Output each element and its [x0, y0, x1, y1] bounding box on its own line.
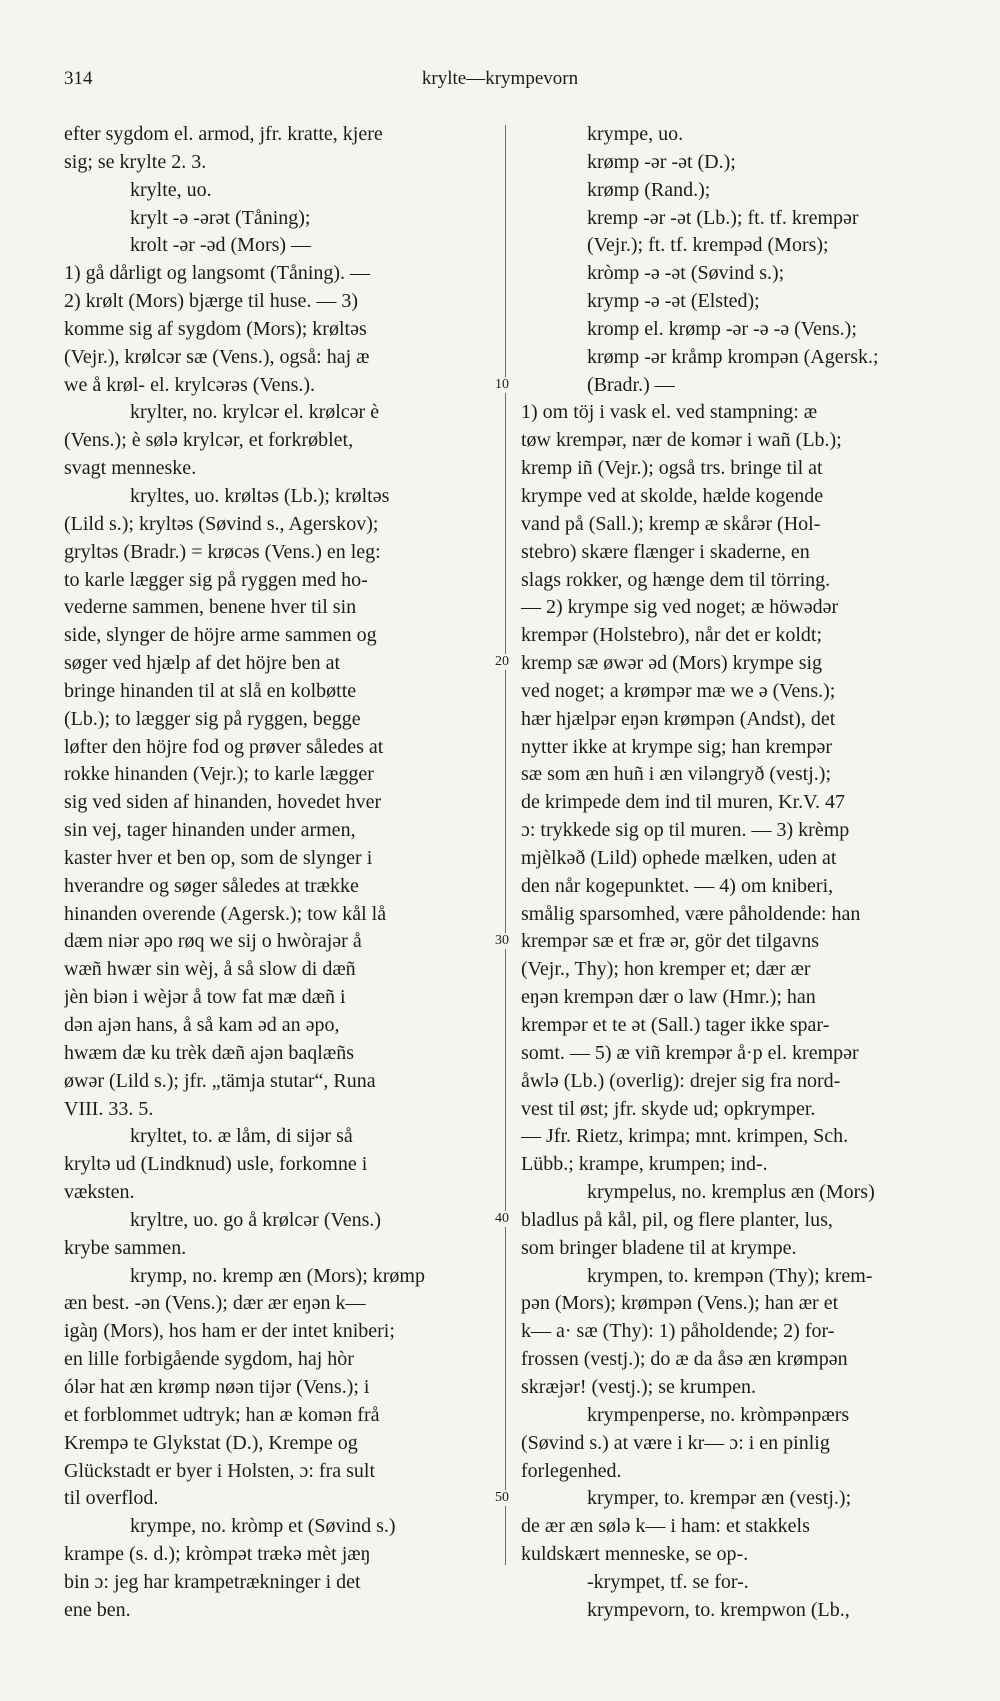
- text-line: bladlus på kål, pil, og flere planter, lus,: [521, 1208, 833, 1231]
- running-head: krylte—krympevorn: [421, 68, 579, 89]
- page-number: 314: [64, 68, 93, 89]
- text-line: vederne sammen, benene hver til sin: [64, 596, 357, 619]
- text-line: dən ajən hans, å så kam əd an əpo,: [64, 1014, 340, 1036]
- text-line: kryltes, uo. krøltəs (Lb.); krøltəs: [130, 484, 390, 507]
- text-line: pən (Mors); krømpən (Vens.); han ær et: [521, 1292, 839, 1315]
- text-line: krymp, no. kremp æn (Mors); krømp: [130, 1264, 425, 1287]
- text-line: tøw krempər, nær de komər i wañ (Lb.);: [521, 429, 842, 452]
- text-line: krylter, no. krylcər el. krølcər è: [130, 401, 380, 424]
- text-line: den når kogepunktet. — 4) om kniberi,: [521, 874, 834, 897]
- text-line: ene ben.: [64, 1598, 131, 1621]
- text-line: igàŋ (Mors), hos ham er der intet kniberi;: [64, 1320, 395, 1343]
- text-line: krempər sæ et fræ ər, gör det tilgavns: [521, 930, 820, 953]
- text-line: hær hjælpər eŋən krømpən (Andst), det: [521, 707, 836, 730]
- text-line: ved noget; a krømpər mæ we ə (Vens.);: [521, 679, 836, 702]
- text-line: sig ved siden af hinanden, hovedet hver: [64, 791, 382, 814]
- text-line: nytter ikke at krympe sig; han krempər: [521, 735, 833, 758]
- text-line: kaster hver et ben op, som de slynger i: [64, 846, 373, 869]
- text-line: — 2) krympe sig ved noget; æ höwədər: [521, 596, 839, 619]
- right-column: [521, 121, 947, 1625]
- text-line: gryltəs (Bradr.) = krøcəs (Vens.) en leg:: [64, 540, 381, 563]
- text-line: kuldskært menneske, se op-.: [521, 1543, 749, 1566]
- text-line: stebro) skære flænger i skaderne, en: [521, 540, 810, 563]
- text-line: mjèlkəð (Lild) ophede mælken, uden at: [521, 846, 837, 869]
- text-line: vand på (Sall.); kremp æ skårər (Hol-: [521, 512, 821, 535]
- text-line: hwæm dæ ku trèk dæñ ajən baqlæñs: [64, 1041, 354, 1064]
- text-line: krylt -ə -ərət (Tåning);: [130, 206, 311, 229]
- text-line: som bringer bladene til at krympe.: [521, 1236, 797, 1259]
- text-line: forlegenhed.: [521, 1459, 622, 1482]
- text-line: løfter den höjre fod og prøver således at: [64, 735, 384, 758]
- text-line: kryltre, uo. go å krølcər (Vens.): [130, 1208, 382, 1231]
- text-line: sæ som æn huñ i æn viləngryð (vestj.);: [521, 763, 831, 786]
- text-line: en lille forbigående sygdom, haj hòr: [64, 1348, 354, 1371]
- text-line: — Jfr. Rietz, krimpa; mnt. krimpen, Sch.: [521, 1125, 849, 1148]
- line-number: 50: [490, 1490, 514, 1506]
- text-line: åwlə (Lb.) (overlig): drejer sig fra nord-: [521, 1069, 841, 1092]
- text-line: kryltet, to. æ låm, di sijər så: [130, 1125, 353, 1148]
- text-line: wæñ hwær sin wèj, å så slow di dæñ: [64, 958, 356, 981]
- text-line: ɔ: trykkede sig op til muren. — 3) krèmp: [521, 819, 850, 842]
- text-line: æn best. -ən (Vens.); dær ær eŋən k—: [64, 1292, 366, 1315]
- text-line: 1) gå dårligt og langsomt (Tåning). —: [64, 262, 371, 285]
- text-line: rokke hinanden (Vejr.); to karle lægger: [64, 763, 374, 786]
- text-line: somt. — 5) æ viñ krempər å·p el. krempər: [521, 1041, 859, 1064]
- text-line: kremp -ər -ət (Lb.); ft. tf. krempər: [587, 206, 859, 229]
- text-line: ólər hat æn krømp nøən tijər (Vens.); i: [64, 1375, 370, 1398]
- text-line: skræjər! (vestj.); se krumpen.: [521, 1375, 756, 1398]
- text-line: kremp iñ (Vejr.); også trs. bringe til at: [521, 457, 823, 480]
- text-line: bringe hinanden til at slå en kolbøtte: [64, 679, 357, 702]
- text-line: Glückstadt er byer i Holsten, ɔ: fra sult: [64, 1459, 376, 1482]
- text-line: til overflod.: [64, 1487, 159, 1510]
- text-line: krømp (Rand.);: [587, 178, 711, 201]
- text-line: hinanden overende (Agersk.); tow kål lå: [64, 902, 387, 925]
- text-line: smålig sparsomhed, være påholdende: han: [521, 902, 861, 925]
- text-line: (Vens.); è sølə krylcər, et forkrøblet,: [64, 429, 354, 452]
- text-line: (Vejr.); ft. tf. krempəd (Mors);: [587, 234, 829, 257]
- text-line: svagt menneske.: [64, 457, 197, 480]
- text-line: komme sig af sygdom (Mors); krøltəs: [64, 317, 367, 340]
- text-line: krympe ved at skolde, hælde kogende: [521, 484, 824, 507]
- line-number: 10: [490, 377, 514, 393]
- text-line: hverandre og søger således at trække: [64, 874, 359, 897]
- text-line: væksten.: [64, 1181, 135, 1204]
- text-line: de krimpede dem ind til muren, Kr.V. 47: [521, 791, 846, 814]
- text-line: frossen (vestj.); do æ da åsə æn krømpən: [521, 1348, 848, 1371]
- line-number: 40: [490, 1211, 514, 1227]
- line-number: 20: [490, 654, 514, 670]
- text-line: Lübb.; krampe, krumpen; ind-.: [521, 1153, 768, 1176]
- text-line: sin vej, tager hinanden under armen,: [64, 819, 356, 842]
- text-line: to karle lægger sig på ryggen med ho-: [64, 568, 368, 591]
- text-line: sig; se krylte 2. 3.: [64, 150, 207, 173]
- text-line: bin ɔ: jeg har krampetrækninger i det: [64, 1570, 361, 1593]
- text-line: krymp -ə -ət (Elsted);: [587, 290, 760, 313]
- text-line: et forblommet udtryk; han æ komən frå: [64, 1403, 380, 1426]
- text-line: krympe, no. kròmp et (Søvind s.): [130, 1515, 396, 1538]
- text-line: (Vejr., Thy); hon kremper et; dær ær: [521, 958, 811, 981]
- text-line: 1) om töj i vask el. ved stampning: æ: [521, 401, 818, 424]
- text-line: (Søvind s.) at være i kr— ɔ: i en pinlig: [521, 1431, 830, 1454]
- text-line: k— a· sæ (Thy): 1) påholdende; 2) for-: [521, 1320, 835, 1343]
- text-line: slags rokker, og hænge dem til törring.: [521, 568, 831, 591]
- text-line: krylte, uo.: [130, 178, 212, 201]
- text-line: krympelus, no. kremplus æn (Mors): [587, 1181, 875, 1204]
- text-line: krømp -ər -ət (D.);: [587, 150, 736, 173]
- text-line: krympen, to. krempən (Thy); krem-: [587, 1264, 873, 1287]
- text-line: 2) krølt (Mors) bjærge til huse. — 3): [64, 290, 359, 313]
- text-line: krampe (s. d.); kròmpət trækə mèt jæŋ: [64, 1543, 371, 1566]
- text-line: Krempə te Glykstat (D.), Krempe og: [64, 1431, 358, 1454]
- text-line: we å krøl- el. krylcərəs (Vens.).: [64, 373, 316, 396]
- text-line: VIII. 33. 5.: [64, 1097, 154, 1120]
- text-line: krympenperse, no. kròmpənpærs: [587, 1403, 850, 1426]
- text-line: krymper, to. krempər æn (vestj.);: [587, 1487, 852, 1510]
- text-line: jèn biən i wèjər å tow fat mæ dæñ i: [64, 986, 346, 1009]
- left-column: [64, 121, 492, 1625]
- text-line: kremp sæ øwər əd (Mors) krympe sig: [521, 652, 823, 675]
- page-header: [0, 68, 1000, 98]
- text-line: krempər et te ət (Sall.) tager ikke spar-: [521, 1014, 830, 1036]
- text-line: krybe sammen.: [64, 1236, 187, 1259]
- text-line: -krympet, tf. se for-.: [587, 1570, 749, 1593]
- text-line: efter sygdom el. armod, jfr. kratte, kjere: [64, 123, 383, 145]
- text-line: vest til øst; jfr. skyde ud; opkrymper.: [521, 1097, 816, 1120]
- text-line: øwər (Lild s.); jfr. „tämja stutar“, Runa: [64, 1069, 376, 1092]
- text-line: kryltə ud (Lindknud) usle, forkomne i: [64, 1153, 368, 1176]
- text-line: krympe, uo.: [587, 123, 684, 145]
- text-line: de ær æn sølə k— i ham: et stakkels: [521, 1515, 810, 1538]
- text-line: dæm niər əpo røq we sij o hwòrajər å: [64, 930, 362, 953]
- text-line: kròmp -ə -ət (Søvind s.);: [587, 262, 785, 285]
- text-line: (Lb.); to lægger sig på ryggen, begge: [64, 707, 361, 730]
- text-line: søger ved hjælp af det höjre ben at: [64, 652, 341, 675]
- column-divider: [505, 125, 506, 1565]
- text-line: (Bradr.) —: [587, 373, 675, 396]
- text-line: krympevorn, to. krempwon (Lb.,: [587, 1598, 850, 1621]
- text-line: side, slynger de höjre arme sammen og: [64, 624, 377, 647]
- text-line: (Lild s.); kryltəs (Søvind s., Agerskov);: [64, 512, 379, 535]
- line-number: 30: [490, 933, 514, 949]
- text-line: krempər (Holstebro), når det er koldt;: [521, 624, 823, 647]
- text-line: krømp -ər kråmp krompən (Agersk.;: [587, 345, 879, 368]
- text-line: krolt -ər -əd (Mors) —: [130, 234, 312, 257]
- text-line: eŋən krempən dær o law (Hmr.); han: [521, 986, 816, 1009]
- text-line: kromp el. krømp -ər -ə -ə (Vens.);: [587, 317, 857, 340]
- text-line: (Vejr.), krølcər sæ (Vens.), også: haj æ: [64, 345, 370, 368]
